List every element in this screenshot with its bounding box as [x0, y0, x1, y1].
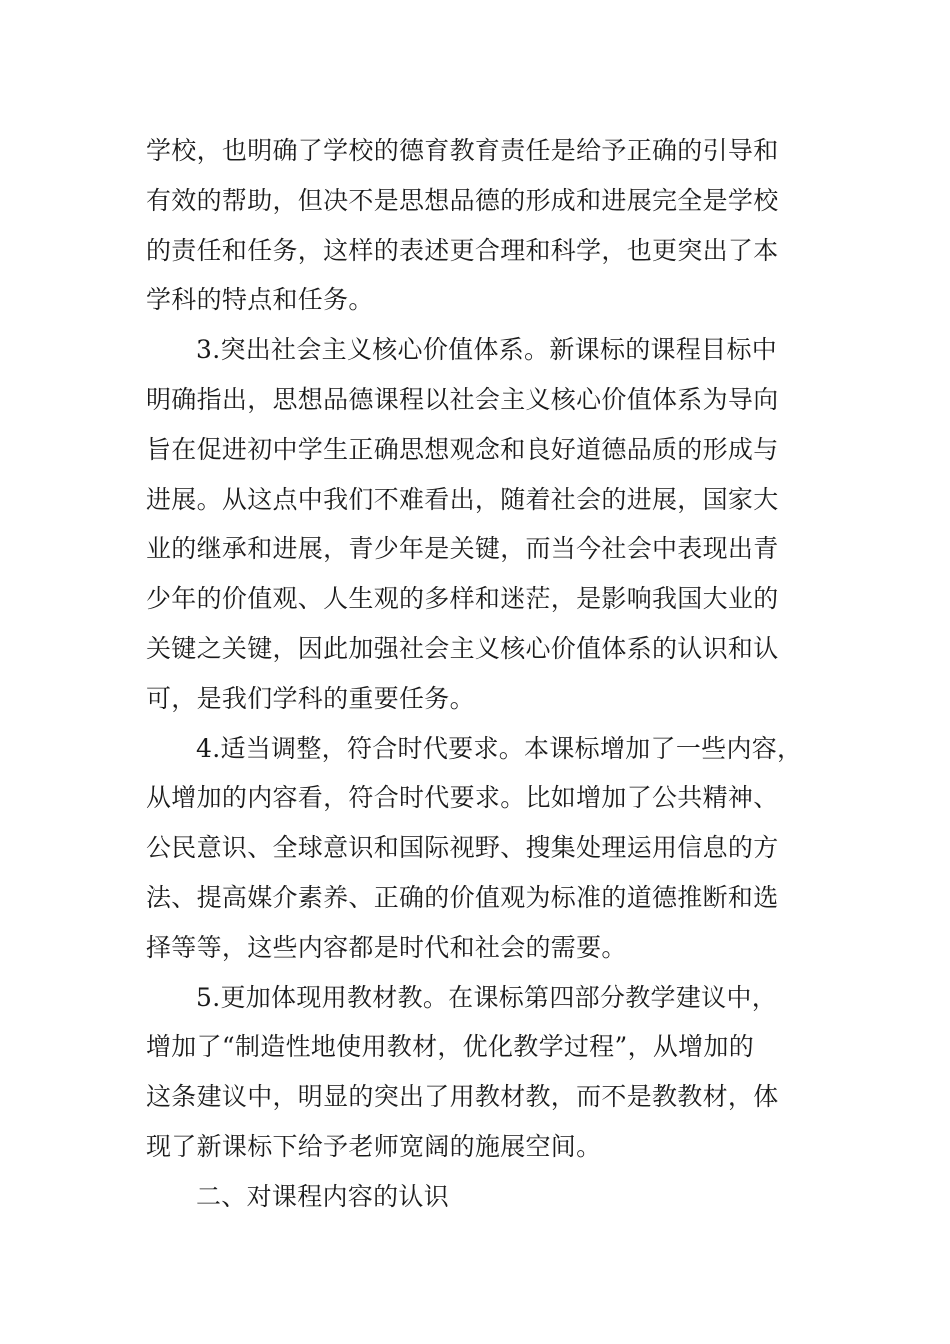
- text-line: 业的继承和进展，青少年是关键，而当今社会中表现出青: [146, 534, 779, 564]
- text-line: 学校，也明确了学校的德育教育责任是给予正确的引导和: [146, 136, 779, 165]
- text-line: 少年的价值观、人生观的多样和迷茫，是影响我国大业的: [146, 584, 779, 614]
- text-line: 明确指出，思想品德课程以社会主义核心价值体系为导向: [146, 384, 779, 414]
- text-line: 有效的帮助，但决不是思想品德的形成和进展完全是学校: [146, 185, 779, 215]
- paragraph-point-4: [146, 724, 816, 973]
- paragraph-point-3: [146, 325, 816, 723]
- text-line: 增加了“制造性地使用教材，优化教学过程”，从增加的: [146, 1032, 755, 1062]
- text-line: 学科的特点和任务。: [146, 285, 374, 315]
- text-line: 关键之关键，因此加强社会主义核心价值体系的认识和认: [146, 633, 779, 663]
- text-line: 公民意识、全球意识和国际视野、搜集处理运用信息的方: [146, 833, 779, 863]
- paragraph-point-5: [146, 973, 816, 1172]
- text-line: 旨在促进初中学生正确思想观念和良好道德品质的形成与: [146, 434, 779, 464]
- text-line: 可，是我们学科的重要任务。: [146, 683, 475, 713]
- text-line: 5.更加体现用教材教。在课标第四部分教学建议中，: [196, 982, 778, 1012]
- document-body: [146, 126, 816, 1222]
- paragraph-continuation: [146, 126, 816, 325]
- text-line: 4.适当调整，符合时代要求。本课标增加了一些内容，: [196, 733, 803, 763]
- text-line: 的责任和任务，这样的表述更合理和科学，也更突出了本: [146, 235, 779, 265]
- section-heading: 二、对课程内容的认识: [196, 1181, 450, 1211]
- text-line: 法、提高媒介素养、正确的价值观为标准的道德推断和选: [146, 882, 779, 912]
- text-line: 3.突出社会主义核心价值体系。新课标的课程目标中: [196, 335, 778, 365]
- section-heading-2: [146, 1172, 816, 1222]
- text-line: 现了新课标下给予老师宽阔的施展空间。: [146, 1131, 602, 1161]
- text-line: 进展。从这点中我们不难看出，随着社会的进展，国家大: [146, 484, 779, 514]
- text-line: 这条建议中，明显的突出了用教材教，而不是教教材，体: [146, 1082, 779, 1112]
- text-line: 择等等，这些内容都是时代和社会的需要。: [146, 932, 627, 962]
- text-line: 从增加的内容看，符合时代要求。比如增加了公共精神、: [146, 783, 779, 813]
